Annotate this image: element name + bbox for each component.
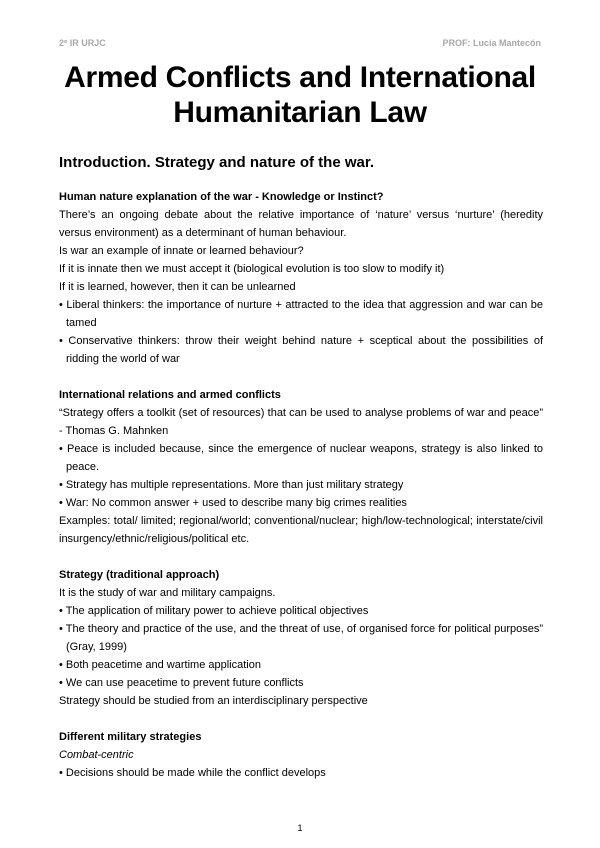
- paragraph: There’s an ongoing debate about the relative importance of ‘nature’ versus ‘nurture’ (heredity versus environment) as a determinant of human behaviour.: [59, 209, 543, 239]
- intro-heading: Introduction. Strategy and nature of the war.: [59, 154, 375, 171]
- bullet-item: • Peace is included because, since the emergence of nuclear weapons, strategy is also linked to peace.: [59, 443, 543, 473]
- paragraph: Examples: total/ limited; regional/world; conventional/nuclear; high/low-technological; interstate/civil insurgency/ethnic/religious/political etc.: [59, 515, 543, 545]
- bullet-item: • War: No common answer + used to describe many big crimes realities: [59, 497, 407, 509]
- subheading: Combat-centric: [59, 749, 134, 761]
- section-heading: Different military strategies: [59, 731, 202, 743]
- quote-paragraph: “Strategy offers a toolkit (set of resources) that can be used to analyse problems of war and peace” - Thomas G. Mahnken: [59, 407, 543, 437]
- paragraph: Strategy should be studied from an interdisciplinary perspective: [59, 695, 368, 707]
- paragraph: If it is innate then we must accept it (biological evolution is too slow to modify it): [59, 263, 445, 275]
- bullet-item: • Decisions should be made while the conflict develops: [59, 767, 326, 779]
- paragraph: It is the study of war and military campaigns.: [59, 587, 276, 599]
- section-heading: Human nature explanation of the war - Knowledge or Instinct?: [59, 191, 384, 203]
- header-course: 2º IR URJC: [59, 38, 106, 48]
- bullet-item: • Strategy has multiple representations. More than just military strategy: [59, 479, 404, 491]
- bullet-item: • Both peacetime and wartime application: [59, 659, 261, 671]
- bullet-item: • Conservative thinkers: throw their weight behind nature + sceptical about the possibilities of ridding the world of war: [59, 335, 543, 365]
- document-body: [59, 188, 543, 782]
- header-professor: PROF: Lucía Mantecón: [442, 38, 541, 48]
- document-title: Armed Conflicts and International Humanitarian Law: [64, 61, 536, 129]
- section-heading: International relations and armed conflicts: [59, 389, 281, 401]
- paragraph: Is war an example of innate or learned behaviour?: [59, 245, 304, 257]
- bullet-item: • Liberal thinkers: the importance of nurture + attracted to the idea that aggression and war can be tamed: [59, 299, 543, 329]
- bullet-item: • The application of military power to achieve political objectives: [59, 605, 369, 617]
- bullet-item: • We can use peacetime to prevent future conflicts: [59, 677, 304, 689]
- paragraph: If it is learned, however, then it can be unlearned: [59, 281, 296, 293]
- section-heading: Strategy (traditional approach): [59, 569, 220, 581]
- bullet-item: • The theory and practice of the use, and the threat of use, of organised force for political purposes” (Gray, 1999): [59, 623, 543, 653]
- page-number: 1: [297, 823, 303, 833]
